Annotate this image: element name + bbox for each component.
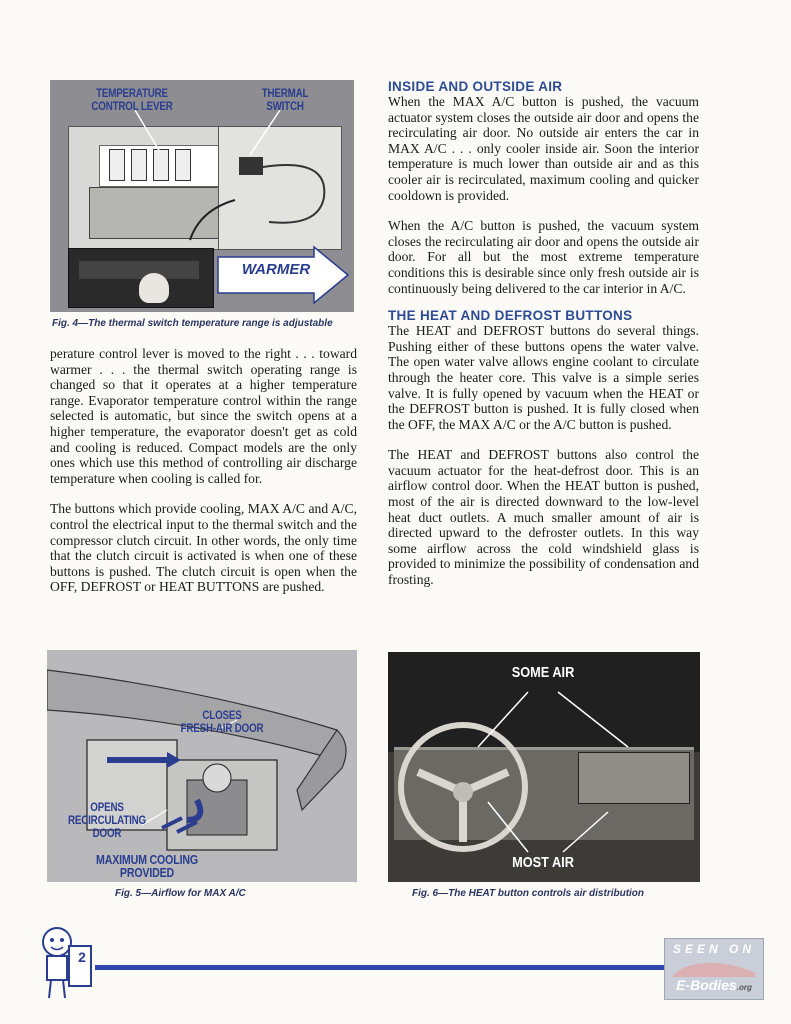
watermark-line1: SEEN ON bbox=[672, 942, 755, 956]
fig5-caption: Fig. 5—Airflow for MAX A/C bbox=[115, 888, 246, 899]
some-air-label: SOME AIR bbox=[511, 664, 575, 681]
fig6-photo bbox=[388, 652, 700, 882]
closes-label-line2: FRESH-AIR DOOR bbox=[180, 723, 264, 735]
most-air-label: MOST AIR bbox=[512, 854, 574, 871]
page-number: 2 bbox=[78, 949, 86, 965]
right-para-2: When the A/C button is pushed, the vacuum system closes the recirculating air door and opens the outside air door. For all but the most extreme temperature conditions this is desirable since only fresh outside air is continuously being delivered to the car interior in A/C. bbox=[388, 218, 699, 296]
watermark-brand: E-Bodies bbox=[676, 977, 737, 993]
thermal-label-line1: THERMAL bbox=[261, 88, 309, 100]
right-para-1: When the MAX A/C button is pushed, the vacuum actuator system closes the outside air door and opens the recirculating air door. No outside air enters the car in MAX A/C . . . only cooler inside air. Soon the interior temperature is much lower than outside air and as this cooler air is recirculated, maximum cooling and quicker cooldown is provided. bbox=[388, 94, 699, 203]
fig6-caption: Fig. 6—The HEAT button controls air distribution bbox=[412, 888, 645, 899]
temperature-label-line2: CONTROL LEVER bbox=[91, 101, 173, 113]
temperature-label-line1: TEMPERATURE bbox=[96, 88, 168, 100]
warmer-label: WARMER bbox=[241, 261, 311, 278]
bottom-rule bbox=[95, 965, 670, 970]
left-column bbox=[50, 346, 357, 595]
opens-label-line2: RECIRCULATING bbox=[68, 815, 146, 827]
temperature-label bbox=[73, 88, 192, 114]
closes-label-line1: CLOSES bbox=[202, 710, 242, 722]
left-para-2: The buttons which provide cooling, MAX A/C and A/C, control the electrical input to the thermal switch and the compressor clutch circuit. In other words, the only time that the clutch circuit is activated is when one of these buttons is pushed. The clutch circuit is open when the OFF, DEFROST or HEAT BUTTONS are pushed. bbox=[50, 501, 357, 595]
right-column bbox=[388, 79, 699, 588]
watermark-badge bbox=[664, 938, 764, 1000]
max-cooling-label: MAXIMUM COOLING PROVIDED bbox=[96, 853, 198, 880]
right-para-3: The HEAT and DEFROST buttons do several things. Pushing either of these buttons opens the water valve. The open water valve allows engine coolant to circulate through the heater core. This valve is a simple series valve. It is fully opened by vacuum when the HEAT or the DEFROST button is pushed. It is fully closed when the OFF, the MAX A/C or the A/C button is pushed. bbox=[388, 323, 699, 432]
opens-label-line1: OPENS bbox=[90, 802, 124, 814]
left-para-1: perature control lever is moved to the right . . . toward warmer . . . the thermal switch operating range is changed so that it operates at a higher temperature range. Evaporator temperature control within the range selected is automatic, but since the switch opens at a higher temperature, the evaporator doesn't get as cold and cooling is reduced. Compact models are the only ones which use this method of controlling air discharge temperature when cooling is called for. bbox=[50, 346, 357, 486]
opens-label-line3: DOOR bbox=[92, 828, 122, 840]
watermark-line2 bbox=[665, 977, 763, 993]
closes-label bbox=[175, 710, 269, 736]
watermark-suffix: .org bbox=[736, 983, 752, 992]
heading-inside-outside-air: INSIDE AND OUTSIDE AIR bbox=[388, 79, 563, 94]
right-para-4: The HEAT and DEFROST buttons also control the vacuum actuator for the heat-defrost door. This is an airflow control door. When the HEAT button is pushed, most of the air is directed downward to the low-level heat duct outlets. A much smaller amount of air is directed upward to the defroster outlets. In this way some airflow across the cold windshield glass is provided to minimize the possibility of condensation and frosting. bbox=[388, 447, 699, 588]
opens-label bbox=[65, 802, 150, 841]
fig4-caption: Fig. 4—The thermal switch temperature range is adjustable bbox=[52, 318, 333, 329]
thermal-label-line2: SWITCH bbox=[266, 101, 304, 113]
thermal-label bbox=[247, 88, 324, 114]
fig4-photo bbox=[50, 80, 354, 312]
fig5-illustration bbox=[47, 650, 357, 882]
heading-heat-defrost: THE HEAT AND DEFROST BUTTONS bbox=[388, 308, 633, 324]
fig4-dash-photo bbox=[68, 248, 214, 308]
